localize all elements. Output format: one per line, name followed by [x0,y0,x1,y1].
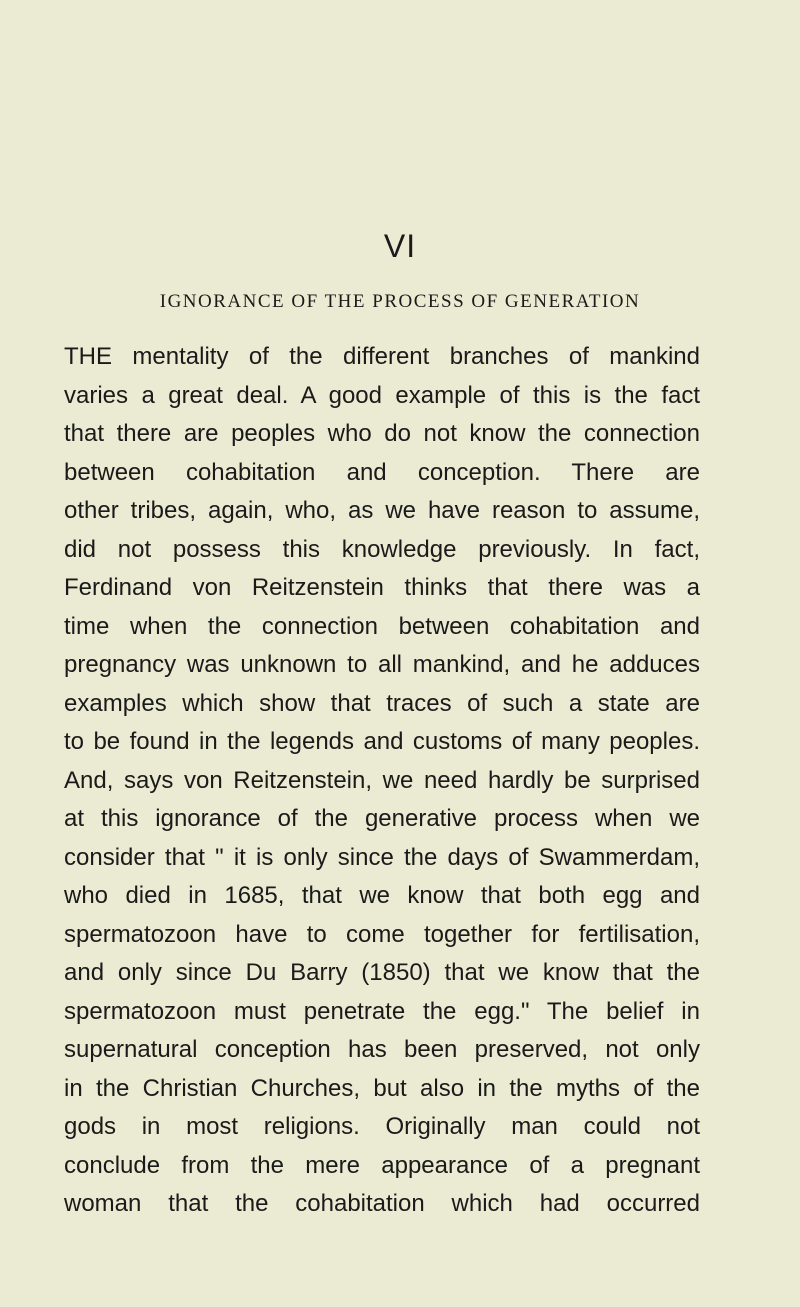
text-line: varies a great deal. A good example of this is the fact [64,381,700,409]
text-line: pregnancy was unknown to all mankind, and he adduces [64,651,700,678]
text-line: supernatural conception has been preserved, not only [64,1036,700,1063]
text-line: to be found in the legends and customs of many peoples. [64,728,700,755]
text-line: Ferdinand von Reitzenstein thinks that there was a [64,574,700,601]
body-text [64,338,700,1224]
text-line: other tribes, again, who, as we have reason to assume, [64,497,700,524]
text-line: spermatozoon must penetrate the egg." The belief in [64,997,700,1025]
text-line: consider that " it is only since the days of Swammerdam, [64,843,700,871]
text-line: and only since Du Barry (1850) that we know that the [64,959,700,986]
text-line: And, says von Reitzenstein, we need hardly be surprised [64,766,700,794]
text-line: spermatozoon have to come together for fertilisation, [64,920,700,948]
text-line: between cohabitation and conception. There are [64,458,700,486]
text-line: THE mentality of the different branches of mankind [64,343,700,370]
text-line: that there are peoples who do not know the connection [64,420,700,447]
chapter-number: VI [383,228,417,264]
chapter-title: IGNORANCE OF THE PROCESS OF GENERATION [159,291,641,312]
text-line: in the Christian Churches, but also in the myths of the [64,1074,700,1102]
text-line: who died in 1685, that we know that both egg and [64,882,700,909]
text-line: time when the connection between cohabitation and [64,612,700,640]
text-line: gods in most religions. Originally man could not [64,1113,700,1140]
text-line: at this ignorance of the generative process when we [64,805,700,832]
text-line: conclude from the mere appearance of a pregnant [64,1151,700,1179]
text-line: examples which show that traces of such a state are [64,689,700,717]
text-line: did not possess this knowledge previously. In fact, [64,535,700,563]
text-line: woman that the cohabitation which had occurred [64,1190,700,1217]
